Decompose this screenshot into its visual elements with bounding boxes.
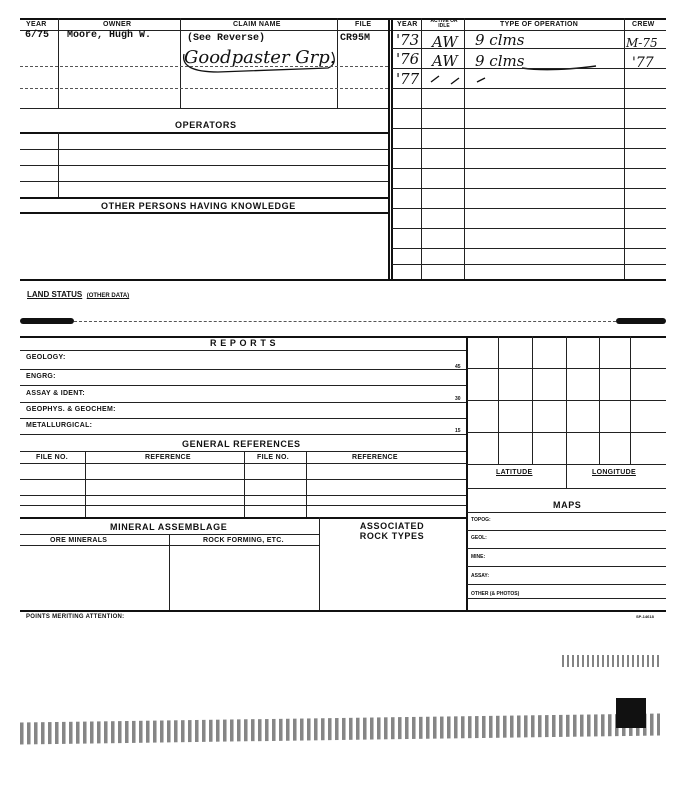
maps-assay: ASSAY: bbox=[471, 573, 490, 579]
record-claim-name: (See Reverse) bbox=[187, 33, 266, 44]
maps-other: OTHER (& PHOTOS) bbox=[471, 591, 520, 597]
report-geophys: GEOPHYS. & GEOCHEM: bbox=[26, 406, 116, 413]
latitude-label: LATITUDE bbox=[496, 469, 533, 476]
header-file: FILE bbox=[355, 21, 372, 28]
activity-year-1: '73 bbox=[396, 31, 420, 49]
activity-status-2: AW bbox=[432, 52, 458, 70]
maps-topog: TOPOG: bbox=[471, 517, 491, 523]
ore-minerals-col: ORE MINERALS bbox=[50, 537, 108, 544]
rock-forming-col: ROCK FORMING, ETC. bbox=[203, 537, 284, 544]
reports-heading: R E P O R T S bbox=[210, 338, 277, 348]
maps-mine: MINE: bbox=[471, 554, 486, 560]
record-file: CR95M bbox=[340, 33, 371, 44]
handwritten-circle bbox=[178, 46, 340, 76]
report-geology-num: 45 bbox=[455, 364, 461, 370]
header-year: YEAR bbox=[26, 21, 47, 28]
points-meriting-attention: POINTS MERITING ATTENTION: bbox=[26, 614, 125, 620]
report-geology: GEOLOGY: bbox=[26, 354, 66, 361]
torn-edge-left bbox=[20, 318, 74, 324]
maps-heading: MAPS bbox=[553, 500, 582, 510]
associated-rock-types-heading: ASSOCIATED ROCK TYPES bbox=[359, 521, 425, 541]
record-owner: Moore, Hugh W. bbox=[67, 30, 152, 41]
handwritten-ditto-marks bbox=[425, 70, 505, 90]
ref-col-file-2: FILE NO. bbox=[257, 454, 289, 461]
report-engrg: ENGRG: bbox=[26, 373, 56, 380]
activity-operation-2: 9 clms bbox=[475, 52, 525, 70]
ref-col-reference-2: REFERENCE bbox=[352, 454, 398, 461]
torn-edge-right bbox=[616, 318, 666, 324]
report-assay-num: 30 bbox=[455, 396, 461, 402]
scan-noise-band bbox=[20, 714, 660, 745]
record-claim-name-handwritten: Goodpaster Grp. bbox=[184, 47, 336, 68]
longitude-label: LONGITUDE bbox=[592, 469, 636, 476]
record-year: 6/75 bbox=[25, 30, 50, 41]
maps-geol: GEOL: bbox=[471, 535, 487, 541]
header-type-of-operation: TYPE OF OPERATION bbox=[500, 21, 579, 28]
ref-col-file-1: FILE NO. bbox=[36, 454, 68, 461]
scan-black-block bbox=[616, 698, 646, 728]
other-persons-heading: OTHER PERSONS HAVING KNOWLEDGE bbox=[101, 201, 296, 211]
mineral-assemblage-heading: MINERAL ASSEMBLAGE bbox=[110, 522, 228, 532]
form-number: SP-14618 bbox=[636, 614, 654, 619]
activity-year-2: '76 bbox=[396, 50, 420, 68]
report-metallurgical-num: 15 bbox=[455, 428, 461, 434]
report-assay: ASSAY & IDENT: bbox=[26, 390, 86, 397]
operators-heading: OPERATORS bbox=[175, 120, 237, 130]
header-crew: CREW bbox=[632, 21, 655, 28]
activity-crew-1: M-75 bbox=[626, 36, 658, 50]
general-references-heading: GENERAL REFERENCES bbox=[182, 439, 301, 449]
header-claim-name: CLAIM NAME bbox=[233, 21, 281, 28]
header-owner: OWNER bbox=[103, 21, 132, 28]
ref-col-reference-1: REFERENCE bbox=[145, 454, 191, 461]
activity-operation-1: 9 clms bbox=[475, 31, 525, 49]
scan-noise-right bbox=[562, 655, 662, 667]
header-year-2: YEAR bbox=[397, 21, 418, 28]
activity-year-3: '77 bbox=[396, 70, 420, 88]
report-metallurgical: METALLURGICAL: bbox=[26, 422, 93, 429]
activity-crew-2: '77 bbox=[632, 55, 654, 71]
header-active-or-idle: ACTIVE OR IDLE bbox=[430, 18, 458, 29]
land-status-heading: LAND STATUS (OTHER DATA) bbox=[27, 290, 130, 299]
activity-status-1: AW bbox=[432, 33, 458, 51]
